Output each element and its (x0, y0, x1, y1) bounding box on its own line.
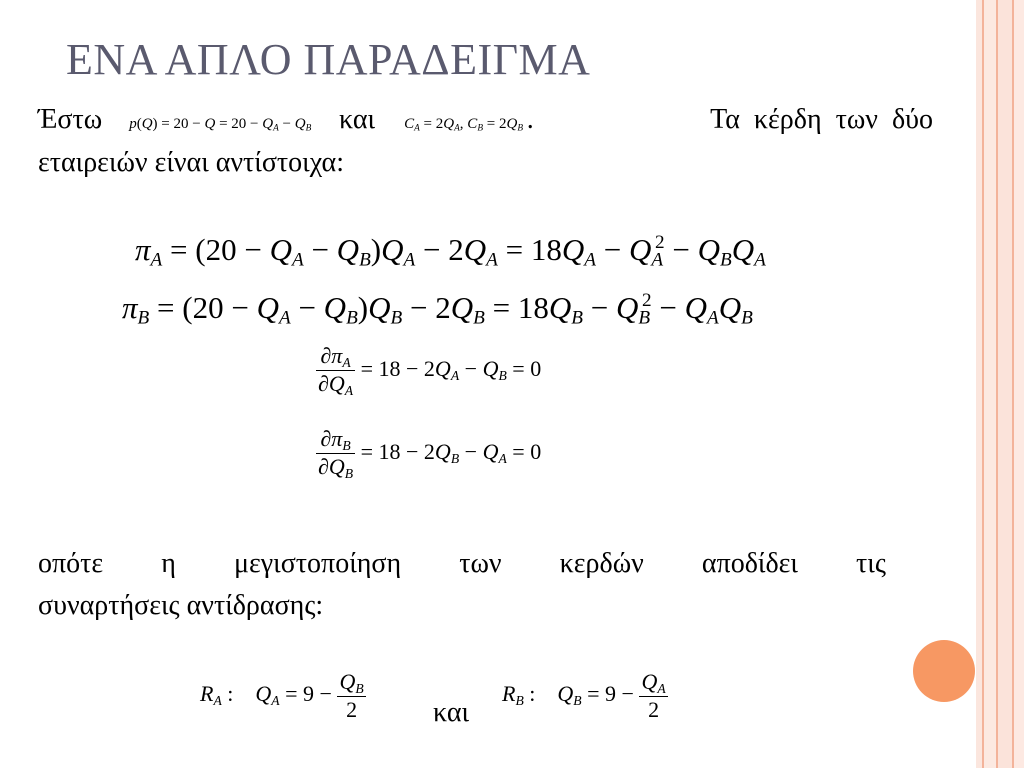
conclusion-word: κερδών (559, 548, 644, 579)
conclusion-word: οπότε (38, 548, 104, 579)
conclusion-word: η (161, 548, 176, 579)
demand-equation: $p(Q) = 20 - Q = 20 - Q_A - Q_B$ (129, 116, 312, 134)
derivative-fraction-b: $\frac{\partial\pi_B}{\partial Q_B}$ (318, 426, 354, 481)
reaction-function-a: $R_A$ : $Q_A = 9$ − $\frac{Q_B}{2}$ (200, 669, 364, 722)
conclusion-line-1 (38, 548, 886, 580)
profit-equation-a: $\pi_A = (20 - Q_A - Q_B)Q_A - 2Q_A = 18Q_A - Q_A^2 - Q_BQ_A$ (135, 232, 766, 271)
decorative-side-stripes (976, 0, 1024, 768)
intro-line-2: εταιρειών είναι αντίστοιχα: (38, 147, 344, 178)
conclusion-word: τις (856, 548, 886, 579)
orange-circle-decoration (913, 640, 975, 702)
intro-line-1 (38, 104, 933, 136)
slide-title: ΕΝΑ ΑΠΛΟ ΠΑΡΑΔΕΙΓΜΑ (66, 35, 591, 84)
cost-equations: $C_A = 2Q_A$, $C_B = 2Q_B$ (404, 116, 523, 134)
intro-sentence-end: Τα κέρδη των δύο (710, 104, 933, 135)
reaction-function-b: $R_B$ : $Q_B = 9$ − $\frac{Q_A}{2}$ (502, 669, 666, 722)
first-order-condition-b: $\frac{\partial\pi_B}{\partial Q_B}$ = $18 - 2Q_B - Q_A = 0$ (318, 426, 542, 481)
word-esto: Έστω (38, 104, 103, 135)
profit-equation-b: $\pi_B = (20 - Q_A - Q_B)Q_B - 2Q_B = 18Q_B - Q_B^2 - Q_AQ_B$ (122, 290, 753, 329)
fraction-qb-over-2: $\frac{Q_B}{2}$ (339, 669, 364, 722)
word-kai-reaction: και (433, 697, 470, 728)
first-order-condition-a: $\frac{\partial\pi_A}{\partial Q_A}$ = $18 - 2Q_A - Q_B = 0$ (318, 343, 542, 398)
conclusion-word: μεγιστοποίηση (234, 548, 402, 579)
derivative-fraction-a: $\frac{\partial\pi_A}{\partial Q_A}$ (318, 343, 354, 398)
period: . (526, 104, 534, 135)
conclusion-word: των (459, 548, 502, 579)
word-kai: και (339, 104, 376, 135)
conclusion-line-2: συναρτήσεις αντίδρασης: (38, 590, 324, 621)
fraction-qa-over-2: $\frac{Q_A}{2}$ (641, 669, 666, 722)
conclusion-word: αποδίδει (701, 548, 798, 579)
